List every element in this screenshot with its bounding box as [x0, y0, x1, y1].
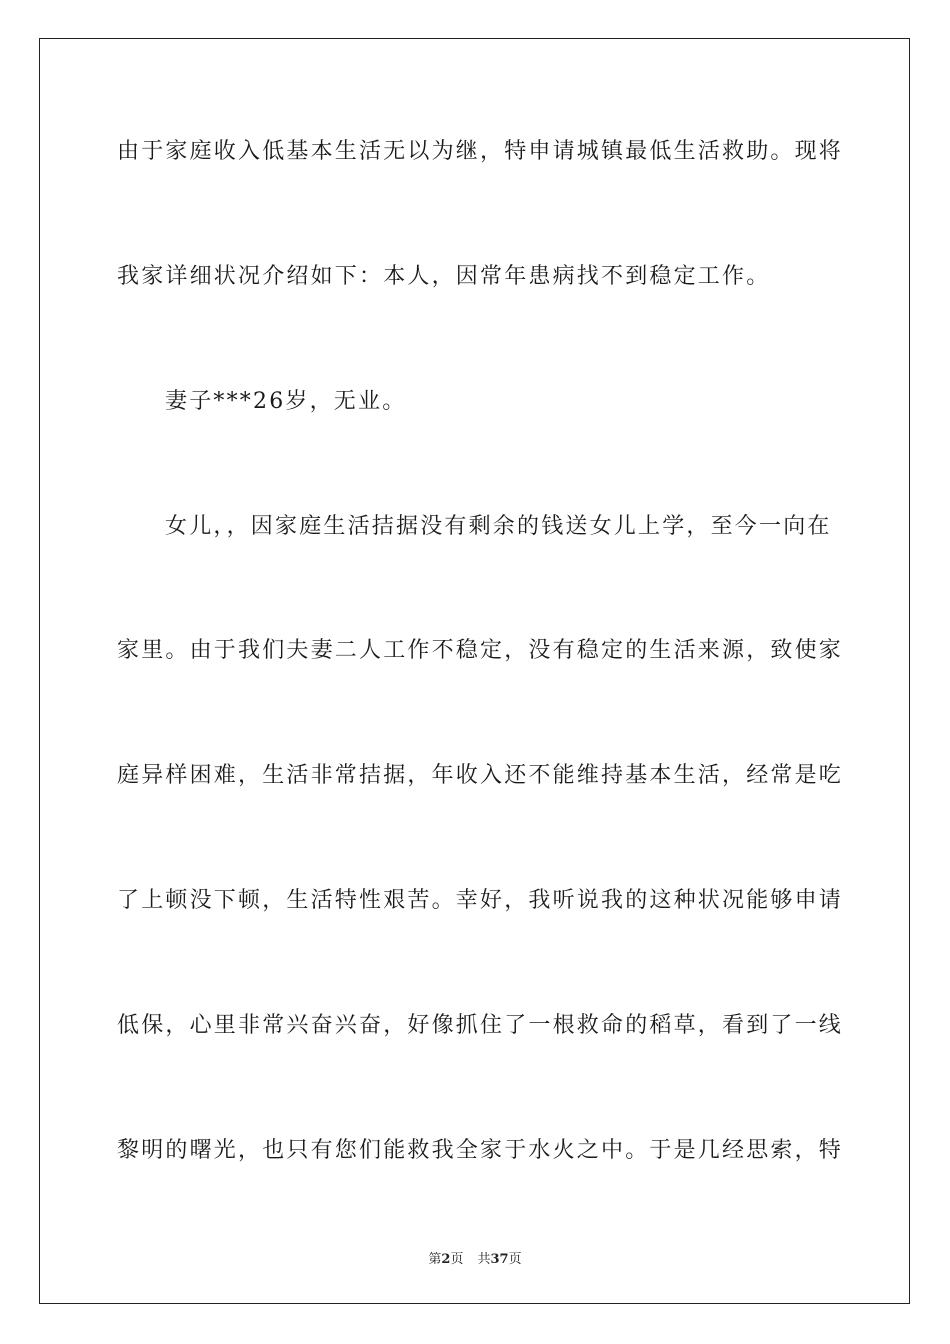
- paragraph-line: 女儿，，因家庭生活拮据没有剩余的钱送女儿上学，至今一向在: [165, 514, 832, 539]
- paragraph-line: 了上顿没下顿，生活特性艰苦。幸好，我听说我的这种状况能够申请: [117, 888, 844, 913]
- paragraph-line: 低保，心里非常兴奋兴奋，好像抓住了一根救命的稻草，看到了一线: [117, 1013, 844, 1038]
- paragraph-line: 由于家庭收入低基本生活无以为继，特申请城镇最低生活救助。现将: [117, 139, 844, 164]
- page-number: 2: [441, 1252, 451, 1267]
- paragraph-line: 家里。由于我们夫妻二人工作不稳定，没有稳定的生活来源，致使家: [117, 638, 844, 663]
- page-prefix: 第: [428, 1252, 442, 1267]
- paragraph-line: 黎明的曙光，也只有您们能救我全家于水火之中。于是几经思索，特: [117, 1138, 844, 1163]
- page-border: [39, 38, 910, 1304]
- paragraph-line: 庭异样困难，生活非常拮据，年收入还不能维持基本生活，经常是吃: [117, 763, 844, 788]
- paragraph-line: 妻子***26岁，无业。: [165, 389, 407, 414]
- page-footer: [0, 1248, 950, 1267]
- total-prefix: 共: [477, 1252, 491, 1267]
- total-suffix: 页: [508, 1252, 522, 1267]
- page-suffix: 页: [450, 1252, 464, 1267]
- paragraph-line: 我家详细状况介绍如下：本人，因常年患病找不到稳定工作。: [117, 264, 771, 289]
- total-pages: 37: [490, 1252, 509, 1267]
